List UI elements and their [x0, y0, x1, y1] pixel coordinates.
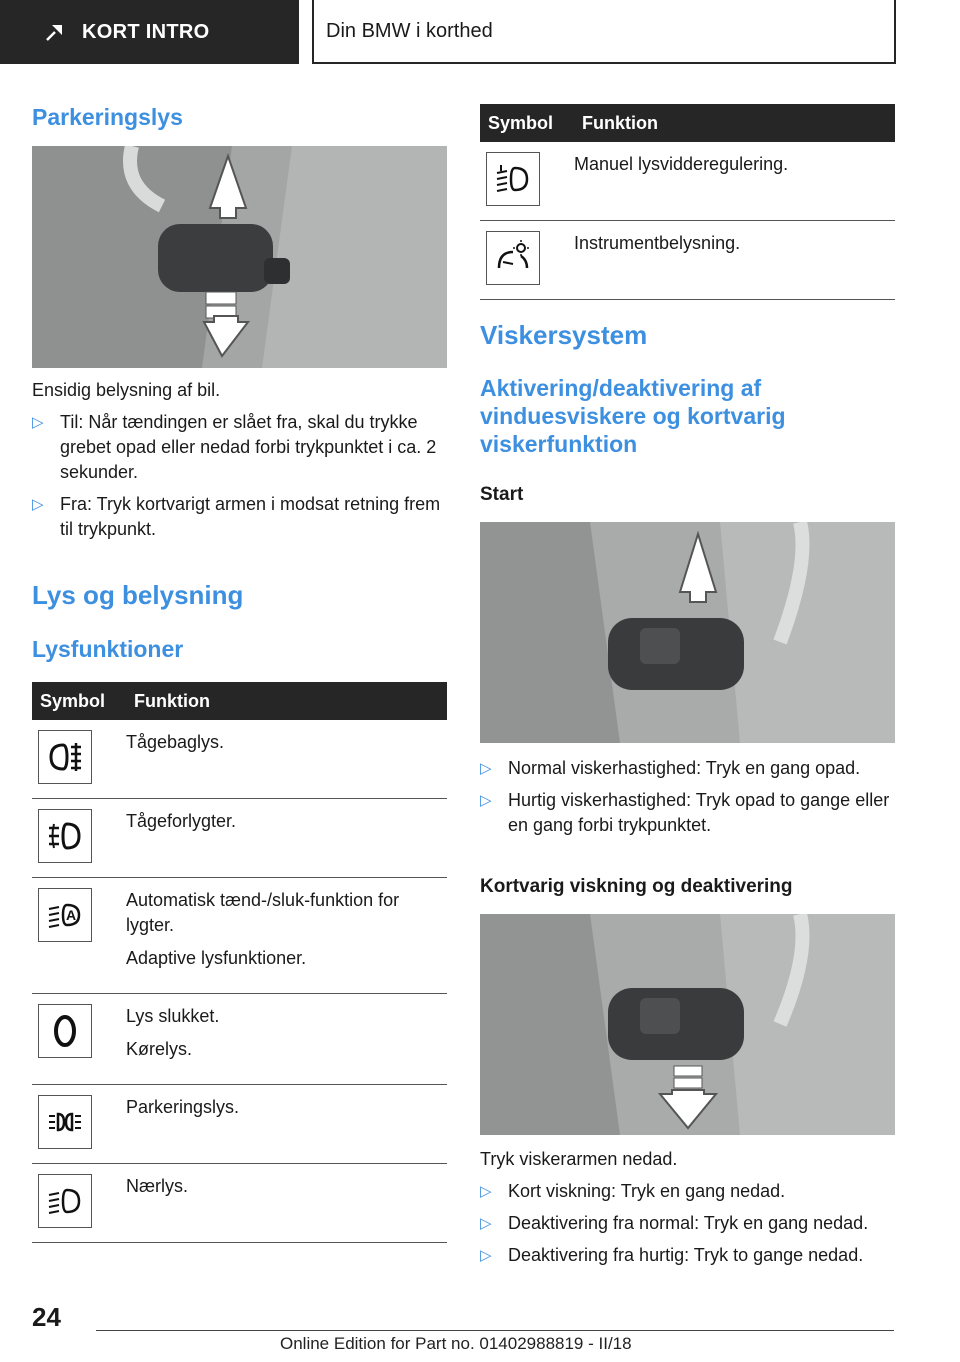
list-item: ▷ Hurtig viskerhastighed: Tryk opad to gange eller en gang forbi trykpunktet.	[480, 790, 890, 835]
parking-bullets	[32, 410, 447, 549]
list-item: ▷ Til: Når tændingen er slået fra, skal du trykke grebet opad eller nedad forbi trykpunktet i ca. 2 sekunder.	[32, 412, 437, 482]
short-wipe-caption: Tryk viskerarmen nedad.	[480, 1149, 678, 1169]
chapter-tab[interactable]	[0, 0, 299, 64]
list-item: ▷ Fra: Tryk kortvarigt armen i modsat retning frem til trykpunkt.	[32, 494, 441, 539]
list-item: ▷ Deaktivering fra normal: Tryk en gang nedad.	[480, 1211, 895, 1236]
instrument-lighting-icon	[486, 231, 540, 285]
wiper-title: Viskersystem	[480, 320, 648, 350]
wiper-subtitle: Aktivering/deaktivering af vinduesviskere og kortvarig viskerfunktion	[480, 375, 786, 457]
wiper-down-photo	[480, 914, 895, 1135]
chapter-title: KORT INTRO	[82, 20, 210, 43]
triangle-bullet-icon: ▷	[480, 1183, 492, 1200]
symbol-column-header: Symbol	[480, 104, 574, 142]
edition-note: Online Edition for Part no. 01402988819 - II/18	[280, 1334, 632, 1353]
svg-text:A: A	[66, 907, 77, 923]
triangle-bullet-icon: ▷	[480, 1215, 492, 1232]
triangle-bullet-icon: ▷	[480, 760, 492, 777]
light-functions-table-continued	[480, 104, 895, 300]
triangle-bullet-icon: ▷	[32, 414, 44, 431]
triangle-bullet-icon: ▷	[480, 1247, 492, 1264]
function-column-header: Funktion	[574, 104, 895, 142]
wiper-up-photo	[480, 522, 895, 743]
bmw-arrow-icon	[44, 21, 66, 43]
function-column-header: Funktion	[126, 682, 447, 720]
lights-off-icon	[38, 1004, 92, 1058]
table-row: Tågebaglys.	[32, 720, 447, 799]
parking-title: Parkeringslys	[32, 104, 183, 130]
section-title: Din BMW i korthed	[326, 19, 493, 42]
lights-title: Lys og belysning	[32, 580, 244, 610]
table-row: A Automatisk tænd-/sluk-funktion for lygter. Adaptive lysfunktioner.	[32, 878, 447, 994]
parking-caption: Ensidig belysning af bil.	[32, 380, 221, 400]
list-item: ▷ Deaktivering fra hurtig: Tryk to gange nedad.	[480, 1243, 895, 1268]
fog-light-rear-icon	[38, 730, 92, 784]
page-number: 24	[32, 1302, 61, 1332]
triangle-bullet-icon: ▷	[480, 792, 492, 809]
table-row: Manuel lysvidderegulering.	[480, 142, 895, 221]
table-row: Tågeforlygter.	[32, 799, 447, 878]
symbol-column-header: Symbol	[32, 682, 126, 720]
table-row: Instrumentbelysning.	[480, 221, 895, 300]
table-row: Nærlys.	[32, 1164, 447, 1243]
list-item: ▷ Normal viskerhastighed: Tryk en gang opad.	[480, 756, 895, 781]
functions-title: Lysfunktioner	[32, 636, 184, 662]
light-functions-table	[32, 682, 447, 1243]
table-row: Lys slukket. Kørelys.	[32, 994, 447, 1085]
table-row: Parkeringslys.	[32, 1085, 447, 1164]
short-wipe-label: Kortvarig viskning og deaktivering	[480, 876, 793, 897]
low-beam-icon	[38, 1174, 92, 1228]
section-header	[312, 0, 896, 64]
triangle-bullet-icon: ▷	[32, 496, 44, 513]
auto-headlight-icon	[38, 888, 92, 942]
footer-divider	[96, 1330, 894, 1331]
start-bullets	[480, 756, 895, 845]
fog-light-front-icon	[38, 809, 92, 863]
list-item: ▷ Kort viskning: Tryk en gang nedad.	[480, 1179, 895, 1204]
headlight-range-icon	[486, 152, 540, 206]
parking-lever-photo	[32, 146, 447, 368]
start-label: Start	[480, 484, 524, 505]
parking-lights-icon	[38, 1095, 92, 1149]
short-wipe-bullets	[480, 1179, 895, 1275]
